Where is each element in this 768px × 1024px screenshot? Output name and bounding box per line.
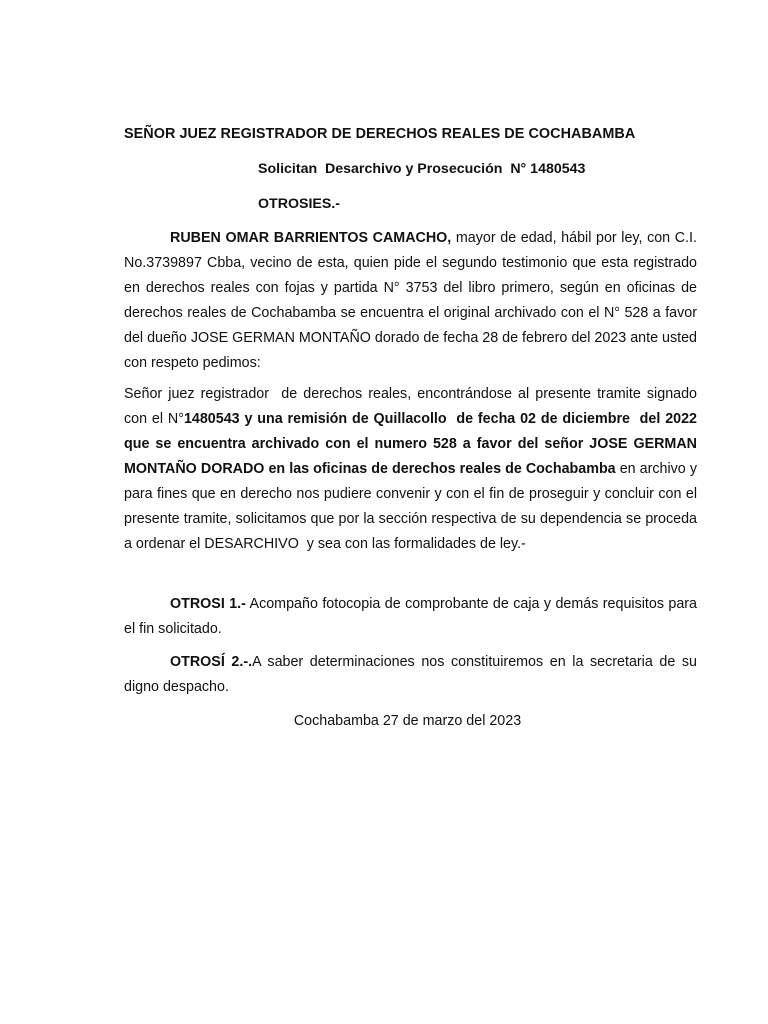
otrosi-1-text: Acompaño fotocopia de comprobante de caja y demás requisitos para el fin solicitado. (124, 596, 701, 637)
paragraph-request-end: en archivo y para fines que en derecho nos pudiere convenir y con el fin de proseguir y concluir con el presente tramite, solicitamos que por la sección respectiva de su dependencia se proceda a ordenar el DESARCHIVO y sea con las formalidades de ley.- (124, 461, 701, 552)
paragraph-otrosi-2 (124, 650, 701, 700)
otrosi-2-label: OTROSÍ 2.-. (170, 654, 253, 670)
paragraph-request-bold: 1480543 y una remisión de Quillacollo de fecha 02 de diciembre del 2022 que se encuentra archivado con el numero 528 a favor del señor JOSE GERMAN MONTAÑO DORADO en las oficinas de derechos reales de Cochabamba (124, 411, 701, 477)
paragraph-request (124, 382, 701, 557)
otrosi-1-label: OTROSI 1.- (170, 596, 246, 612)
document-subject: Solicitan Desarchivo y Prosecución N° 1480543 (258, 161, 586, 177)
closing-place-date (124, 709, 697, 734)
paragraph-petitioner (124, 226, 701, 376)
petitioner-name: RUBEN OMAR BARRIENTOS CAMACHO, (170, 230, 452, 246)
paragraph-otrosi-1 (124, 592, 701, 642)
otrosies-label: OTROSIES.- (258, 196, 340, 212)
paragraph-petitioner-text: mayor de edad, hábil por ley, con C.I. No.3739897 Cbba, vecino de esta, quien pide el segundo testimonio que esta registrado en derechos reales con fojas y partida N° 3753 del libro primero, según en oficinas de derechos reales de Cochabamba se encuentra el original archivado con el N° 528 a favor del dueño JOSE GERMAN MONTAÑO dorado de fecha 28 de febrero del 2023 ante usted con respeto pedimos: (124, 230, 701, 371)
paragraph-request-start: Señor juez registrador de derechos reales, encontrándose al presente tramite signado con el N° (124, 386, 701, 427)
otrosi-2-text: A saber determinaciones nos constituiremos en la secretaria de su digno despacho. (124, 654, 701, 695)
closing-text: Cochabamba 27 de marzo del 2023 (293, 713, 522, 729)
document-heading: SEÑOR JUEZ REGISTRADOR DE DERECHOS REALES DE COCHABAMBA (124, 126, 636, 142)
